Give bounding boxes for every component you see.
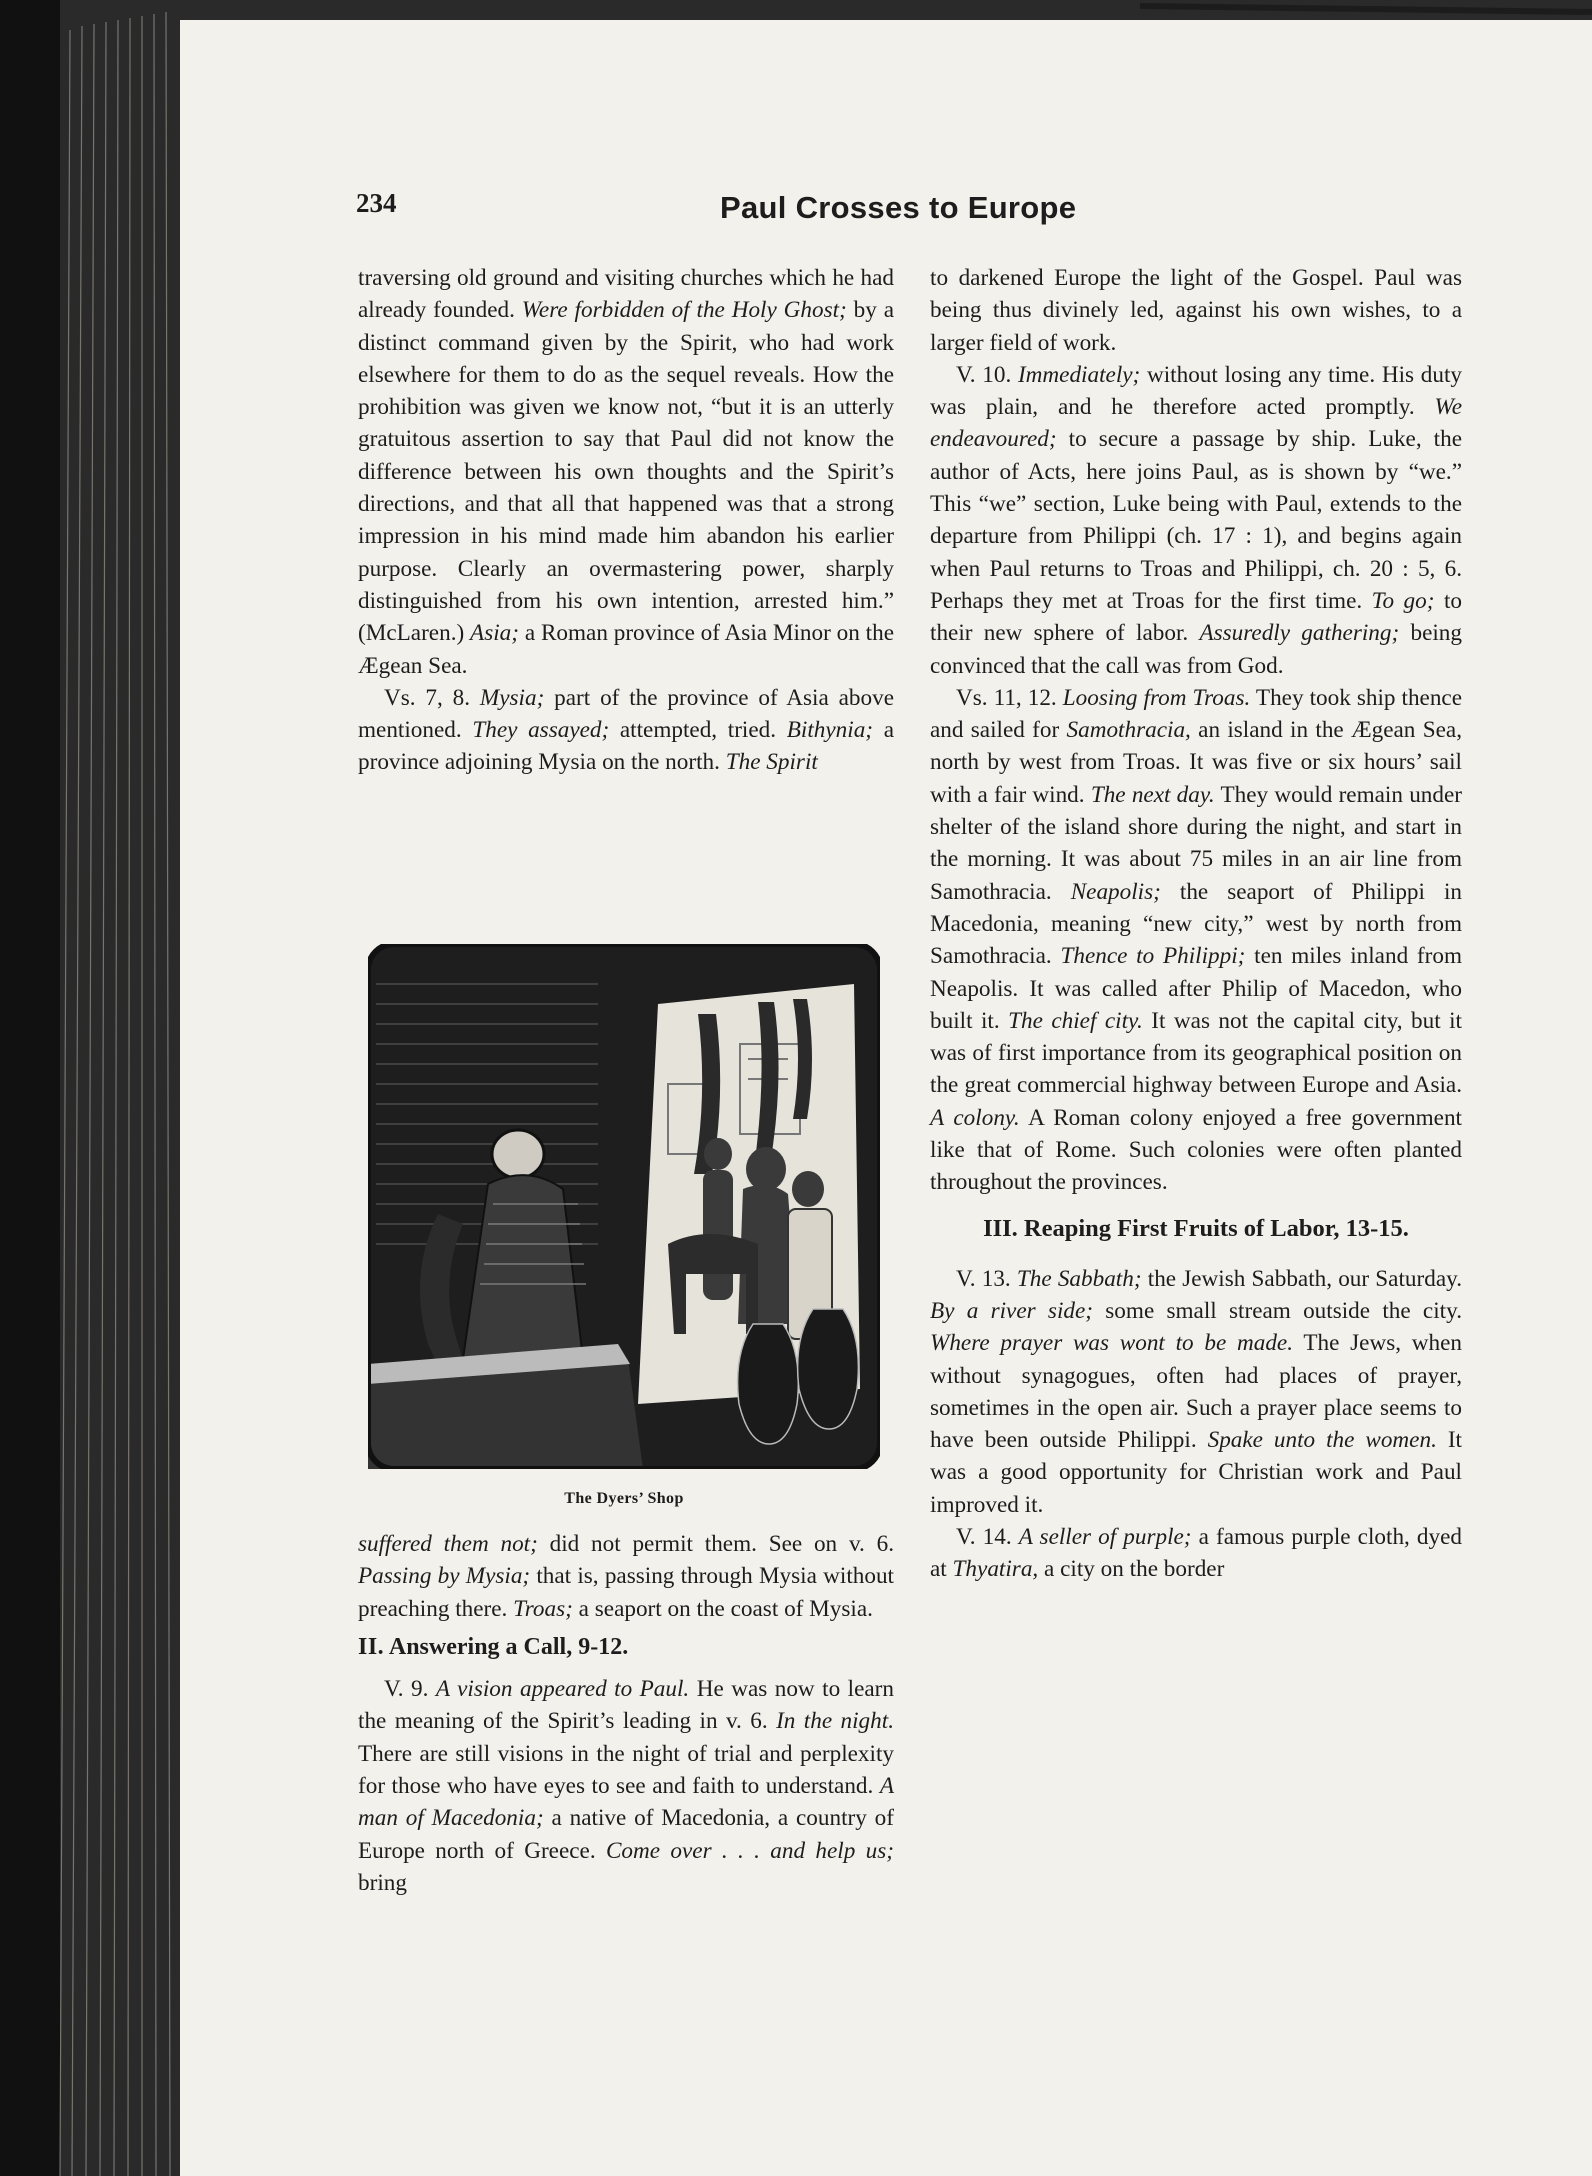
italic-term: Assuredly gathering; bbox=[1199, 620, 1400, 647]
italic-term: In the night. bbox=[776, 1708, 894, 1735]
italic-term: Thence to Philippi; bbox=[1060, 943, 1246, 970]
italic-term: Where prayer was wont to be made. bbox=[930, 1330, 1294, 1357]
paragraph bbox=[358, 1673, 894, 1899]
text-run: attempted, tried. bbox=[609, 717, 787, 744]
section-ii-title: Answering a Call, 9-12. bbox=[388, 1633, 629, 1660]
text-run: V. 14. bbox=[956, 1523, 1019, 1550]
right-after-heading-text bbox=[930, 1263, 1462, 1586]
italic-term: Were forbidden of the Holy Ghost; bbox=[521, 297, 847, 324]
text-run: the seaport of Philippi in Macedonia, meaning “new city,” west by north from Samothracia. bbox=[930, 878, 1462, 970]
italic-term: To go; bbox=[1371, 587, 1435, 614]
italic-term: Immediately; bbox=[1017, 361, 1141, 388]
left-column-top bbox=[358, 262, 894, 779]
italic-term: Asia; bbox=[470, 620, 519, 647]
italic-term: The Spirit bbox=[725, 749, 818, 776]
paragraph bbox=[930, 1521, 1462, 1586]
italic-term: A man of Macedonia; bbox=[358, 1773, 894, 1832]
text-run: There are still visions in the night of trial and perplexity for those who have eyes to see and faith to understand. bbox=[358, 1740, 894, 1800]
italic-term: Neapolis; bbox=[1070, 878, 1161, 905]
text-run: They took ship thence and sailed for bbox=[930, 684, 1463, 744]
running-head: Paul Crosses to Europe bbox=[720, 190, 1077, 225]
text-run: a famous purple cloth, dyed at bbox=[930, 1523, 1462, 1583]
italic-term: Loosing from Troas. bbox=[1062, 684, 1251, 711]
right-column-text bbox=[930, 262, 1462, 1199]
italic-term: A seller of purple; bbox=[1018, 1523, 1192, 1550]
text-run: Vs. 7, 8. bbox=[384, 684, 480, 711]
text-run: They would remain under shelter of the island shore during the night, and start in the morning. It was about 75 miles in an air line from Samothracia. bbox=[930, 781, 1462, 905]
text-run: traversing old ground and visiting churches which he had already founded. bbox=[358, 265, 894, 324]
text-run: to secure a passage by ship. Luke, the author of Acts, here joins Paul, as is shown by “we.” This “we” section, Luke being with Paul, extends to the departure from Philippi (ch. 17 : 1), and begins again when Paul returns to Troas and Philippi, ch. 20 : 5, 6. Perhaps they met at Troas for the first time. bbox=[930, 426, 1462, 614]
section-heading-ii bbox=[358, 1631, 894, 1663]
text-run: a seaport on the coast of Mysia. bbox=[572, 1595, 873, 1622]
text-run: being convinced that the call was from God. bbox=[930, 620, 1462, 679]
text-run: a native of Macedonia, a country of Europe north of Greece. bbox=[358, 1805, 894, 1864]
italic-term: Come over . . . and help us; bbox=[605, 1837, 894, 1864]
text-run: some small stream outside the city. bbox=[1093, 1297, 1462, 1324]
text-run: an island in the Ægean Sea, north by west from Troas. It was five or six hours’ sail with a fair wind. bbox=[930, 717, 1462, 808]
text-run: V. 10. bbox=[956, 361, 1018, 388]
dye-vat bbox=[368, 1344, 643, 1469]
figure-caption: The Dyers’ Shop bbox=[564, 1490, 684, 1507]
italic-term: Spake unto the women. bbox=[1207, 1427, 1437, 1454]
text-run: to darkened Europe the light of the Gospel. Paul was being thus divinely led, against his own wishes, to a larger field of work. bbox=[930, 265, 1462, 356]
text-run: by a distinct command given by the Spirit, who had work elsewhere for them to do as the sequel reveals. How the prohibition was given we know not, “but it is an utterly gratuitous assertion to say that Paul did not know the difference between his own thoughts and the Spirit’s directions, and that all that happened was that a strong impression in his mind made him abandon his earlier purpose. Clearly an overmastering power, sharply distinguished from his own intention, arrested him.” (McLaren.) bbox=[358, 297, 894, 647]
text-run: did not permit them. See on v. 6. bbox=[537, 1531, 894, 1557]
italic-term: By a river side; bbox=[930, 1297, 1094, 1324]
italic-term: suffered them not; bbox=[358, 1531, 538, 1557]
text-run: a province adjoining Mysia on the north. bbox=[358, 717, 894, 776]
text-run: bring bbox=[358, 1869, 407, 1896]
italic-term: Thyatira, bbox=[952, 1556, 1039, 1583]
paragraph bbox=[930, 1263, 1462, 1521]
italic-term: The chief city. bbox=[1008, 1007, 1143, 1034]
text-run: It was a good opportunity for Christian work and Paul improved it. bbox=[930, 1427, 1462, 1518]
italic-term: A colony. bbox=[930, 1104, 1020, 1131]
right-column bbox=[930, 262, 1462, 1586]
text-run: The Jews, when without synagogues, often had places of prayer, sometimes in the open air. Such a prayer place seems to have been outside Philippi. bbox=[930, 1330, 1462, 1454]
page-number: 234 bbox=[356, 188, 397, 218]
italic-term: The Sabbath; bbox=[1016, 1265, 1142, 1292]
left-after-heading-text bbox=[358, 1673, 894, 1899]
text-run: a city on the border bbox=[1038, 1556, 1225, 1583]
italic-term: A vision appeared to Paul. bbox=[435, 1676, 690, 1703]
dyers-shop-illustration bbox=[368, 944, 880, 1469]
italic-term: Mysia; bbox=[479, 684, 545, 711]
italic-term: We endeavoured; bbox=[930, 394, 1462, 453]
italic-term: Troas; bbox=[513, 1595, 573, 1622]
paragraph bbox=[930, 682, 1462, 1199]
text-run: without losing any time. His duty was plain, and he therefore acted promptly. bbox=[930, 361, 1462, 421]
left-bottom-text bbox=[358, 1528, 894, 1625]
italic-term: Bithynia; bbox=[786, 717, 874, 744]
paragraph bbox=[358, 682, 894, 779]
text-run: the Jewish Sabbath, our Saturday. bbox=[1141, 1265, 1462, 1292]
paragraph bbox=[930, 359, 1462, 682]
text-run: a Roman province of Asia Minor on the Ægean Sea. bbox=[358, 620, 895, 679]
italic-term: Passing by Mysia; bbox=[358, 1563, 531, 1590]
italic-term: They assayed; bbox=[472, 717, 610, 744]
text-run: ten miles inland from Neapolis. It was called after Philip of Macedon, who built it. bbox=[930, 943, 1462, 1034]
text-run: A Roman colony enjoyed a free government like that of Rome. Such colonies were often planted throughout the provinces. bbox=[930, 1104, 1462, 1196]
text-run: It was not the capital city, but it was of first importance from its geographical position on the great commercial highway between Europe and Asia. bbox=[930, 1007, 1462, 1099]
text-run: V. 9. bbox=[384, 1676, 436, 1703]
paragraph bbox=[358, 262, 894, 682]
paragraph bbox=[930, 262, 1462, 359]
italic-term: The next day. bbox=[1090, 781, 1215, 808]
italic-term: Samothracia, bbox=[1066, 717, 1191, 744]
text-run: Vs. 11, 12. bbox=[956, 684, 1063, 711]
text-run: that is, passing through Mysia without preaching there. bbox=[358, 1563, 894, 1622]
paragraph bbox=[358, 1528, 894, 1625]
text-run: V. 13. bbox=[956, 1265, 1017, 1292]
section-ii-numeral: II. bbox=[358, 1633, 385, 1660]
text-run: part of the province of Asia above mentioned. bbox=[358, 684, 895, 744]
text-run: to their new sphere of labor. bbox=[930, 587, 1462, 647]
section-heading-iii: III. Reaping First Fruits of Labor, 13-15. bbox=[983, 1214, 1409, 1242]
left-column-bottom bbox=[358, 1528, 894, 1899]
text-run: He was now to learn the meaning of the Spirit’s leading in v. 6. bbox=[358, 1676, 894, 1735]
